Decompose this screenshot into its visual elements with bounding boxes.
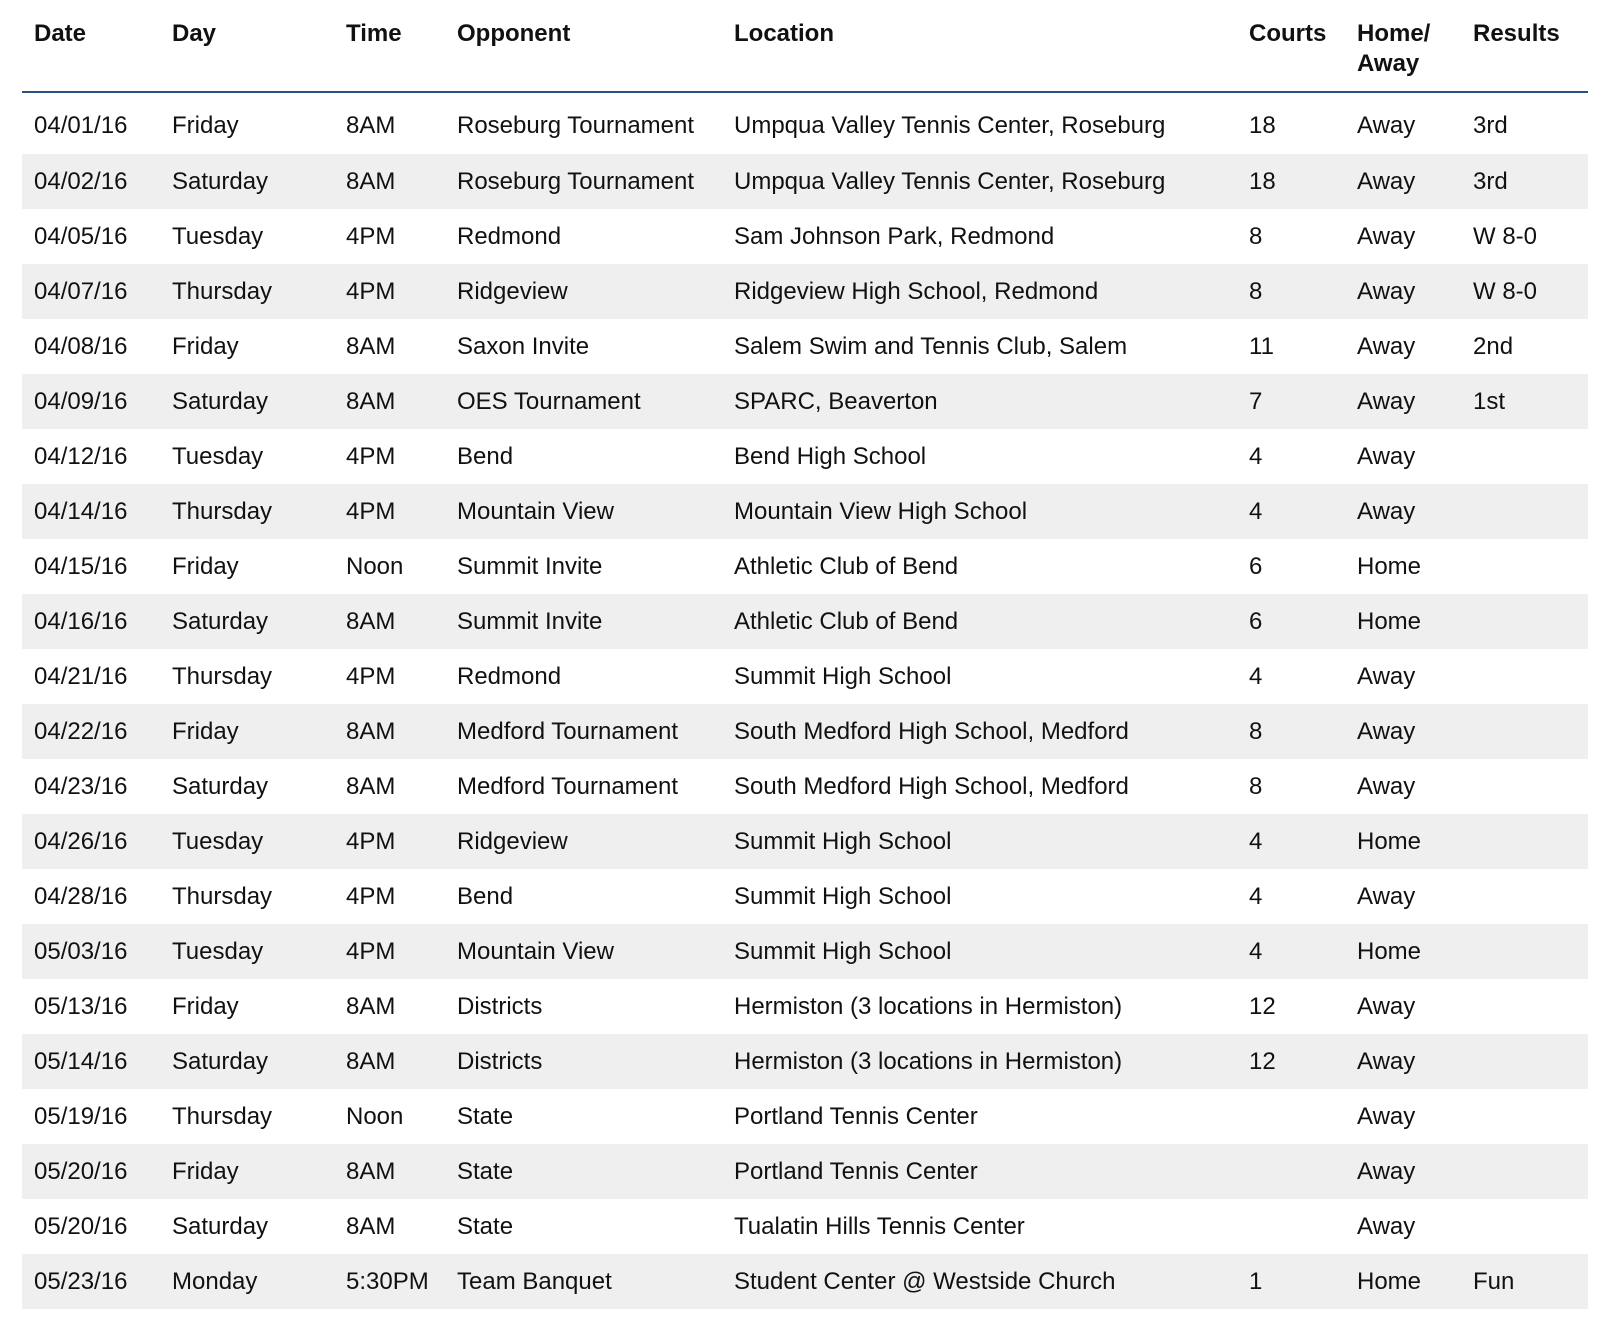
day-cell: Friday — [172, 332, 239, 360]
courts-cell: 4 — [1237, 484, 1345, 539]
home-away-cell: Away — [1345, 1144, 1461, 1199]
table-row — [22, 1034, 1588, 1089]
time-cell: 8AM — [346, 992, 396, 1020]
home-away-cell: Away — [1357, 111, 1416, 139]
home-away-cell: Away — [1345, 374, 1461, 429]
courts-cell — [1237, 1199, 1345, 1254]
location-cell: Athletic Club of Bend — [734, 552, 959, 580]
date-cell: 04/26/16 — [22, 814, 160, 869]
courts-cell: 8 — [1237, 264, 1345, 319]
time-cell: Noon — [346, 1102, 404, 1130]
courts-cell: 8 — [1249, 222, 1263, 250]
courts-cell: 4 — [1249, 662, 1263, 690]
time-cell: 8AM — [346, 772, 396, 800]
day-cell: Saturday — [172, 1212, 269, 1240]
courts-cell: 4 — [1237, 924, 1345, 979]
home-away-cell: Away — [1345, 1034, 1461, 1089]
day-cell: Thursday — [160, 264, 334, 319]
courts-cell: 4 — [1249, 882, 1263, 910]
location-cell: Umpqua Valley Tennis Center, Roseburg — [722, 154, 1237, 209]
header-results: Results — [1461, 0, 1588, 92]
date-cell: 05/20/16 — [34, 1212, 128, 1240]
courts-cell: 1 — [1237, 1254, 1345, 1309]
home-away-cell: Away — [1357, 662, 1416, 690]
header-home-away: Home/ Away — [1345, 0, 1461, 92]
results-cell — [1461, 594, 1588, 649]
courts-cell: 12 — [1237, 1034, 1345, 1089]
location-cell: Portland Tennis Center — [734, 1102, 978, 1130]
location-cell: Student Center @ Westside Church — [722, 1254, 1237, 1309]
day-cell: Tuesday — [172, 222, 264, 250]
home-away-cell: Away — [1357, 882, 1416, 910]
table-row — [22, 649, 1588, 704]
results-cell: Fun — [1461, 1254, 1588, 1309]
opponent-cell: Roseburg Tournament — [445, 154, 722, 209]
date-cell: 05/13/16 — [34, 992, 128, 1020]
courts-cell — [1237, 1144, 1345, 1199]
location-cell: Sam Johnson Park, Redmond — [734, 222, 1055, 250]
opponent-cell: Mountain View — [445, 484, 722, 539]
table-row — [22, 539, 1588, 594]
table-row — [22, 1089, 1588, 1144]
header-courts: Courts — [1237, 0, 1345, 92]
table-row — [22, 1254, 1588, 1309]
location-cell: Umpqua Valley Tennis Center, Roseburg — [734, 111, 1166, 139]
results-cell: 1st — [1461, 374, 1588, 429]
home-away-cell: Home — [1345, 594, 1461, 649]
location-cell: Hermiston (3 locations in Hermiston) — [722, 1034, 1237, 1089]
home-away-cell: Home — [1345, 814, 1461, 869]
time-cell: 8AM — [334, 374, 445, 429]
results-cell — [1461, 1034, 1588, 1089]
opponent-cell: Ridgeview — [445, 264, 722, 319]
day-cell: Saturday — [160, 374, 334, 429]
opponent-cell: Medford Tournament — [457, 772, 679, 800]
header-day: Day — [160, 0, 334, 92]
opponent-cell: Redmond — [457, 662, 562, 690]
time-cell: 8AM — [334, 704, 445, 759]
day-cell: Friday — [172, 552, 239, 580]
home-away-cell: Away — [1357, 992, 1416, 1020]
day-cell: Saturday — [160, 154, 334, 209]
opponent-cell: Bend — [457, 882, 514, 910]
home-away-cell: Away — [1357, 222, 1416, 250]
date-cell: 05/14/16 — [22, 1034, 160, 1089]
time-cell: 4PM — [346, 662, 396, 690]
table-row — [22, 374, 1588, 429]
day-cell: Tuesday — [160, 814, 334, 869]
table-row — [22, 264, 1588, 319]
date-cell: 04/02/16 — [22, 154, 160, 209]
table-row — [22, 92, 1588, 154]
location-cell: Summit High School — [722, 814, 1237, 869]
opponent-cell: Saxon Invite — [457, 332, 590, 360]
table-row — [22, 319, 1588, 374]
date-cell: 04/09/16 — [22, 374, 160, 429]
opponent-cell: Summit Invite — [445, 594, 722, 649]
table-row — [22, 759, 1588, 814]
table-row — [22, 209, 1588, 264]
location-cell: Summit High School — [734, 882, 952, 910]
time-cell: 8AM — [334, 594, 445, 649]
courts-cell: 6 — [1249, 552, 1263, 580]
date-cell: 04/05/16 — [34, 222, 128, 250]
date-cell: 05/19/16 — [34, 1102, 128, 1130]
home-away-cell: Away — [1345, 704, 1461, 759]
opponent-cell: Summit Invite — [457, 552, 603, 580]
day-cell: Monday — [160, 1254, 334, 1309]
home-away-cell: Away — [1357, 442, 1416, 470]
courts-cell: 4 — [1237, 814, 1345, 869]
location-cell: Athletic Club of Bend — [722, 594, 1237, 649]
table-row — [22, 154, 1588, 209]
home-away-cell: Home — [1357, 552, 1422, 580]
table-row — [22, 1144, 1588, 1199]
location-cell: Bend High School — [734, 442, 927, 470]
location-cell: Summit High School — [722, 924, 1237, 979]
results-cell — [1461, 484, 1588, 539]
results-cell — [1461, 979, 1588, 1034]
results-cell — [1461, 649, 1588, 704]
time-cell: 5:30PM — [334, 1254, 445, 1309]
date-cell: 05/23/16 — [22, 1254, 160, 1309]
opponent-cell: Districts — [445, 1034, 722, 1089]
schedule-table — [22, 0, 1588, 1309]
day-cell: Tuesday — [172, 442, 264, 470]
day-cell: Thursday — [172, 882, 273, 910]
time-cell: Noon — [346, 552, 404, 580]
results-cell — [1461, 1089, 1588, 1144]
courts-cell — [1237, 1089, 1345, 1144]
day-cell: Friday — [172, 992, 239, 1020]
results-cell: 2nd — [1473, 332, 1514, 360]
courts-cell: 11 — [1249, 332, 1274, 360]
courts-cell: 12 — [1249, 992, 1276, 1020]
table-row — [22, 814, 1588, 869]
opponent-cell: Mountain View — [445, 924, 722, 979]
opponent-cell: State — [445, 1144, 722, 1199]
date-cell: 04/12/16 — [34, 442, 128, 470]
courts-cell: 6 — [1237, 594, 1345, 649]
location-cell: South Medford High School, Medford — [734, 772, 1129, 800]
day-cell: Saturday — [160, 594, 334, 649]
header-location: Location — [722, 0, 1237, 92]
date-cell: 04/01/16 — [34, 111, 128, 139]
home-away-cell: Away — [1357, 772, 1416, 800]
date-cell: 04/22/16 — [22, 704, 160, 759]
results-cell — [1461, 429, 1588, 484]
time-cell: 4PM — [334, 924, 445, 979]
table-row — [22, 1199, 1588, 1254]
opponent-cell: Bend — [457, 442, 514, 470]
table-row — [22, 704, 1588, 759]
table-header — [22, 0, 1588, 92]
time-cell: 4PM — [346, 222, 396, 250]
time-cell: 8AM — [334, 1144, 445, 1199]
header-row — [22, 0, 1588, 92]
day-cell: Saturday — [172, 772, 269, 800]
schedule-table-container — [22, 0, 1588, 1309]
date-cell: 04/14/16 — [22, 484, 160, 539]
table-row — [22, 869, 1588, 924]
location-cell: Portland Tennis Center — [722, 1144, 1237, 1199]
results-cell: W 8-0 — [1473, 222, 1538, 250]
opponent-cell: Team Banquet — [445, 1254, 722, 1309]
results-cell: W 8-0 — [1461, 264, 1588, 319]
table-row — [22, 429, 1588, 484]
location-cell: South Medford High School, Medford — [722, 704, 1237, 759]
table-body — [22, 92, 1588, 1309]
date-cell: 05/20/16 — [22, 1144, 160, 1199]
time-cell: 4PM — [334, 814, 445, 869]
courts-cell: 4 — [1249, 442, 1263, 470]
courts-cell: 8 — [1237, 704, 1345, 759]
results-cell — [1461, 539, 1588, 594]
date-cell: 04/28/16 — [34, 882, 128, 910]
results-cell — [1461, 1199, 1588, 1254]
home-away-cell: Away — [1357, 1212, 1416, 1240]
table-row — [22, 924, 1588, 979]
results-cell — [1461, 759, 1588, 814]
results-cell — [1461, 704, 1588, 759]
courts-cell: 18 — [1237, 154, 1345, 209]
opponent-cell: Redmond — [457, 222, 562, 250]
date-cell: 04/23/16 — [34, 772, 128, 800]
home-away-cell: Home — [1345, 1254, 1461, 1309]
opponent-cell: Districts — [457, 992, 543, 1020]
location-cell: Salem Swim and Tennis Club, Salem — [734, 332, 1128, 360]
date-cell: 04/21/16 — [34, 662, 128, 690]
day-cell: Tuesday — [160, 924, 334, 979]
home-away-cell: Away — [1357, 1102, 1416, 1130]
time-cell: 4PM — [334, 264, 445, 319]
day-cell: Thursday — [172, 662, 273, 690]
opponent-cell: State — [457, 1212, 514, 1240]
opponent-cell: OES Tournament — [445, 374, 722, 429]
home-away-cell: Away — [1345, 484, 1461, 539]
home-away-cell: Away — [1345, 264, 1461, 319]
table-row — [22, 484, 1588, 539]
day-cell: Thursday — [172, 1102, 273, 1130]
day-cell: Friday — [172, 111, 239, 139]
time-cell: 4PM — [346, 882, 396, 910]
date-cell: 05/03/16 — [22, 924, 160, 979]
home-away-cell: Away — [1357, 332, 1416, 360]
time-cell: 8AM — [334, 1034, 445, 1089]
header-time: Time — [334, 0, 445, 92]
location-cell: Summit High School — [734, 662, 952, 690]
time-cell: 4PM — [346, 442, 396, 470]
opponent-cell: Roseburg Tournament — [457, 111, 695, 139]
date-cell: 04/07/16 — [22, 264, 160, 319]
results-cell: 3rd — [1461, 154, 1588, 209]
courts-cell: 18 — [1249, 111, 1276, 139]
opponent-cell: Medford Tournament — [445, 704, 722, 759]
day-cell: Saturday — [160, 1034, 334, 1089]
results-cell — [1461, 1144, 1588, 1199]
day-cell: Friday — [160, 704, 334, 759]
table-row — [22, 594, 1588, 649]
day-cell: Thursday — [160, 484, 334, 539]
location-cell: Ridgeview High School, Redmond — [722, 264, 1237, 319]
header-date: Date — [22, 0, 160, 92]
results-cell — [1461, 924, 1588, 979]
date-cell: 04/16/16 — [22, 594, 160, 649]
header-opponent: Opponent — [445, 0, 722, 92]
home-away-cell: Away — [1345, 154, 1461, 209]
results-cell: 3rd — [1473, 111, 1508, 139]
courts-cell: 7 — [1237, 374, 1345, 429]
date-cell: 04/08/16 — [34, 332, 128, 360]
opponent-cell: State — [457, 1102, 514, 1130]
location-cell: Hermiston (3 locations in Hermiston) — [734, 992, 1123, 1020]
home-away-cell: Home — [1345, 924, 1461, 979]
date-cell: 04/15/16 — [34, 552, 128, 580]
time-cell: 8AM — [346, 1212, 396, 1240]
location-cell: Mountain View High School — [722, 484, 1237, 539]
location-cell: Tualatin Hills Tennis Center — [734, 1212, 1025, 1240]
time-cell: 4PM — [334, 484, 445, 539]
day-cell: Friday — [160, 1144, 334, 1199]
location-cell: SPARC, Beaverton — [722, 374, 1237, 429]
time-cell: 8AM — [334, 154, 445, 209]
opponent-cell: Ridgeview — [445, 814, 722, 869]
table-row — [22, 979, 1588, 1034]
results-cell — [1461, 814, 1588, 869]
time-cell: 8AM — [346, 332, 396, 360]
courts-cell: 8 — [1249, 772, 1263, 800]
results-cell — [1461, 869, 1588, 924]
time-cell: 8AM — [346, 111, 396, 139]
